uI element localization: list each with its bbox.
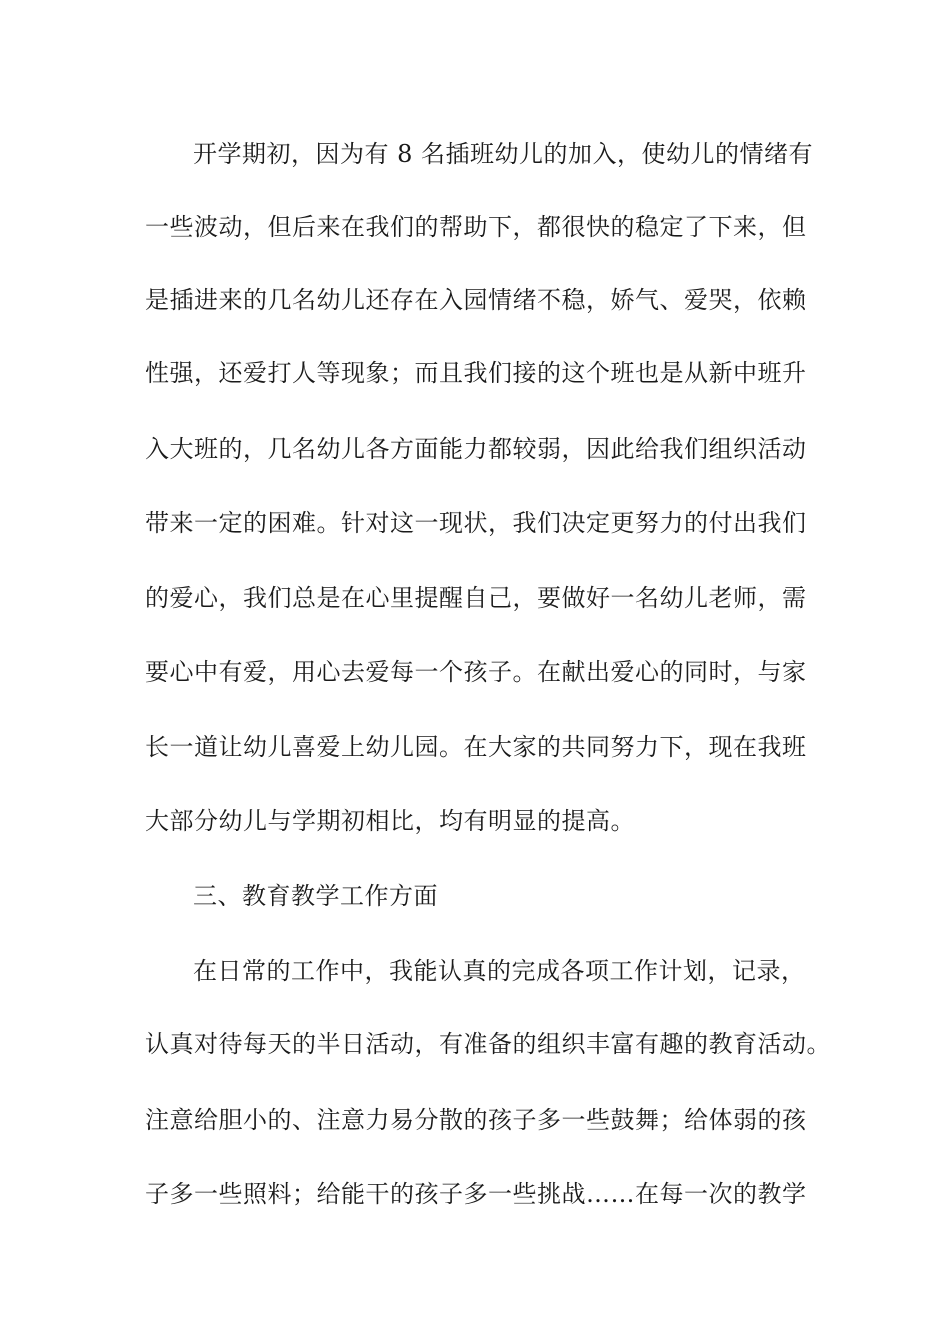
paragraph-1-line-7: 的爱心，我们总是在心里提醒自己，要做好一名幼儿老师，需	[145, 584, 807, 612]
paragraph-2-line-2: 认真对待每天的半日活动，有准备的组织丰富有趣的教育活动。	[145, 1030, 831, 1058]
section-heading: 三、教育教学工作方面	[193, 882, 438, 910]
paragraph-1-line-6: 带来一定的困难。针对这一现状，我们决定更努力的付出我们	[145, 509, 807, 537]
paragraph-1-line-5: 入大班的，几名幼儿各方面能力都较弱，因此给我们组织活动	[145, 435, 807, 463]
paragraph-1-line-1: 开学期初，因为有 8 名插班幼儿的加入，使幼儿的情绪有	[193, 140, 814, 168]
paragraph-1-line-4: 性强，还爱打人等现象；而且我们接的这个班也是从新中班升	[145, 359, 807, 387]
paragraph-1-line-10: 大部分幼儿与学期初相比，均有明显的提高。	[145, 807, 635, 835]
paragraph-2-line-4: 子多一些照料；给能干的孩子多一些挑战……在每一次的教学	[145, 1180, 807, 1208]
paragraph-1-line-3: 是插进来的几名幼儿还存在入园情绪不稳，娇气、爱哭，依赖	[145, 286, 807, 314]
paragraph-1-line-9: 长一道让幼儿喜爱上幼儿园。在大家的共同努力下，现在我班	[145, 733, 807, 761]
paragraph-1-line-2: 一些波动，但后来在我们的帮助下，都很快的稳定了下来，但	[145, 213, 807, 241]
paragraph-2-line-1: 在日常的工作中，我能认真的完成各项工作计划，记录，	[193, 957, 806, 985]
paragraph-2-line-3: 注意给胆小的、注意力易分散的孩子多一些鼓舞；给体弱的孩	[145, 1106, 807, 1134]
paragraph-1-line-8: 要心中有爱，用心去爱每一个孩子。在献出爱心的同时，与家	[145, 658, 807, 686]
